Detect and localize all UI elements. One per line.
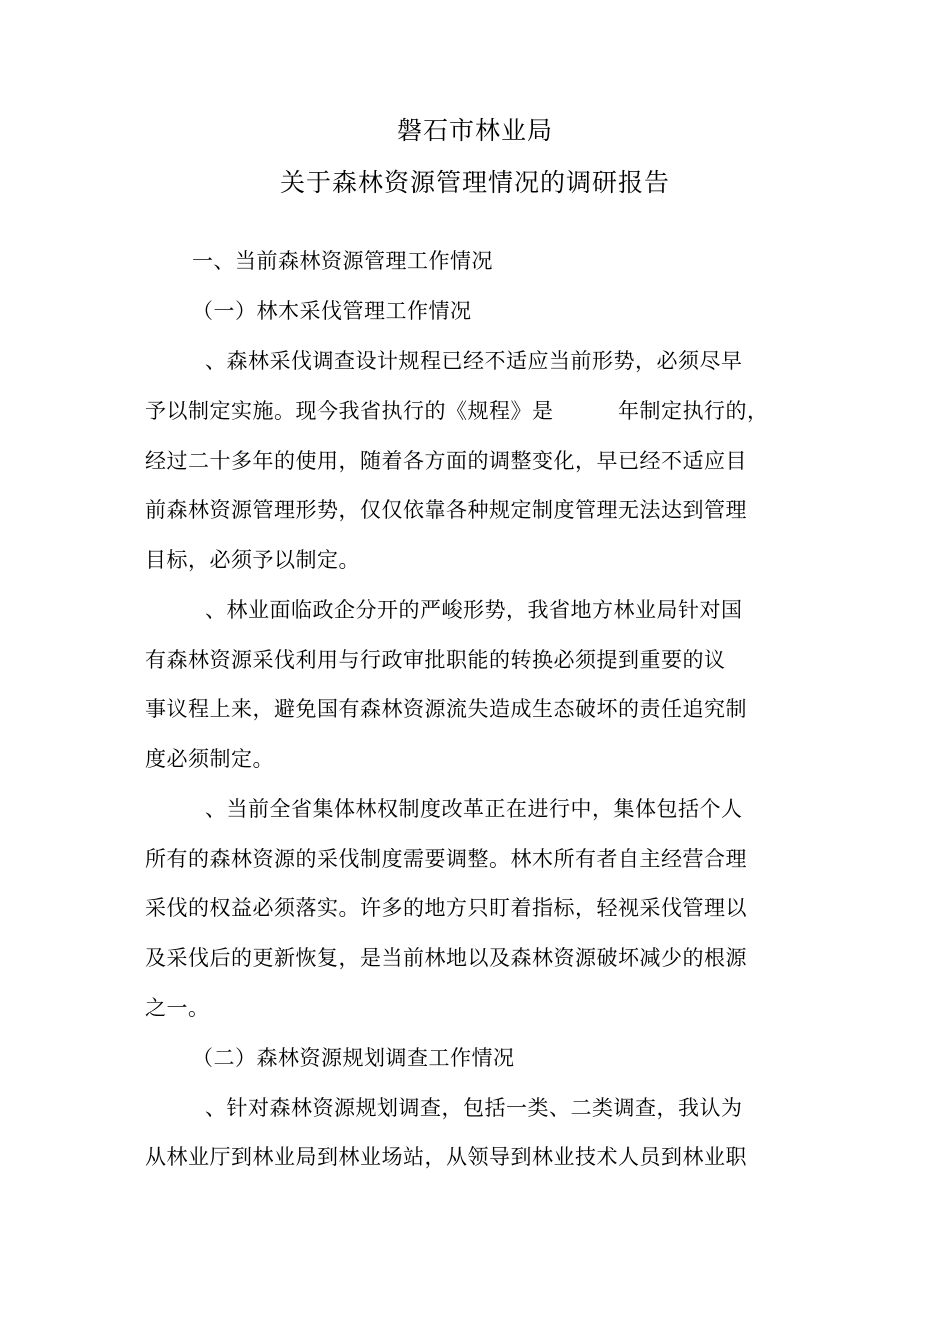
paragraph-line: 目标，必须予以制定。	[145, 548, 360, 572]
paragraph-line: 事议程上来，避免国有森林资源流失造成生态破坏的责任追究制	[145, 697, 747, 721]
paragraph-line: 、针对森林资源规划调查，包括一类、二类调查，我认为	[205, 1096, 743, 1120]
document-title-line-2: 关于森林资源管理情况的调研报告	[279, 168, 670, 197]
paragraph-line: 、森林采伐调查设计规程已经不适应当前形势，必须尽早	[205, 349, 743, 373]
paragraph-line: 之一。	[145, 996, 210, 1020]
paragraph-line: 从林业厅到林业局到林业场站，从领导到林业技术人员到林业职	[145, 1145, 747, 1169]
paragraph-line: 、当前全省集体林权制度改革正在进行中，集体包括个人	[205, 797, 743, 821]
paragraph-line: 度必须制定。	[145, 747, 274, 771]
paragraph-line: 经过二十多年的使用，随着各方面的调整变化，早已经不适应目	[145, 449, 747, 473]
paragraph-line: 前森林资源管理形势，仅仅依靠各种规定制度管理无法达到管理	[145, 498, 747, 522]
paragraph-line: 予以制定实施。现今我省执行的《规程》是 年制定执行的，	[145, 399, 769, 423]
section-heading-1: 一、当前森林资源管理工作情况	[192, 249, 493, 273]
paragraph-line: 有森林资源采伐利用与行政审批职能的转换必须提到重要的议	[145, 648, 726, 672]
paragraph-line: 所有的森林资源的采伐制度需要调整。林木所有者自主经营合理	[145, 847, 747, 871]
paragraph-line: 及采伐后的更新恢复，是当前林地以及森林资源破坏减少的根源	[145, 946, 747, 970]
paragraph-line: 、林业面临政企分开的严峻形势，我省地方林业局针对国	[205, 598, 743, 622]
document-title-line-1: 磐石市林业局	[396, 116, 553, 145]
paragraph-line: 采伐的权益必须落实。许多的地方只盯着指标，轻视采伐管理以	[145, 896, 747, 920]
subsection-heading-1: （一）林木采伐管理工作情况	[192, 299, 472, 323]
subsection-heading-2: （二）森林资源规划调查工作情况	[192, 1046, 515, 1070]
